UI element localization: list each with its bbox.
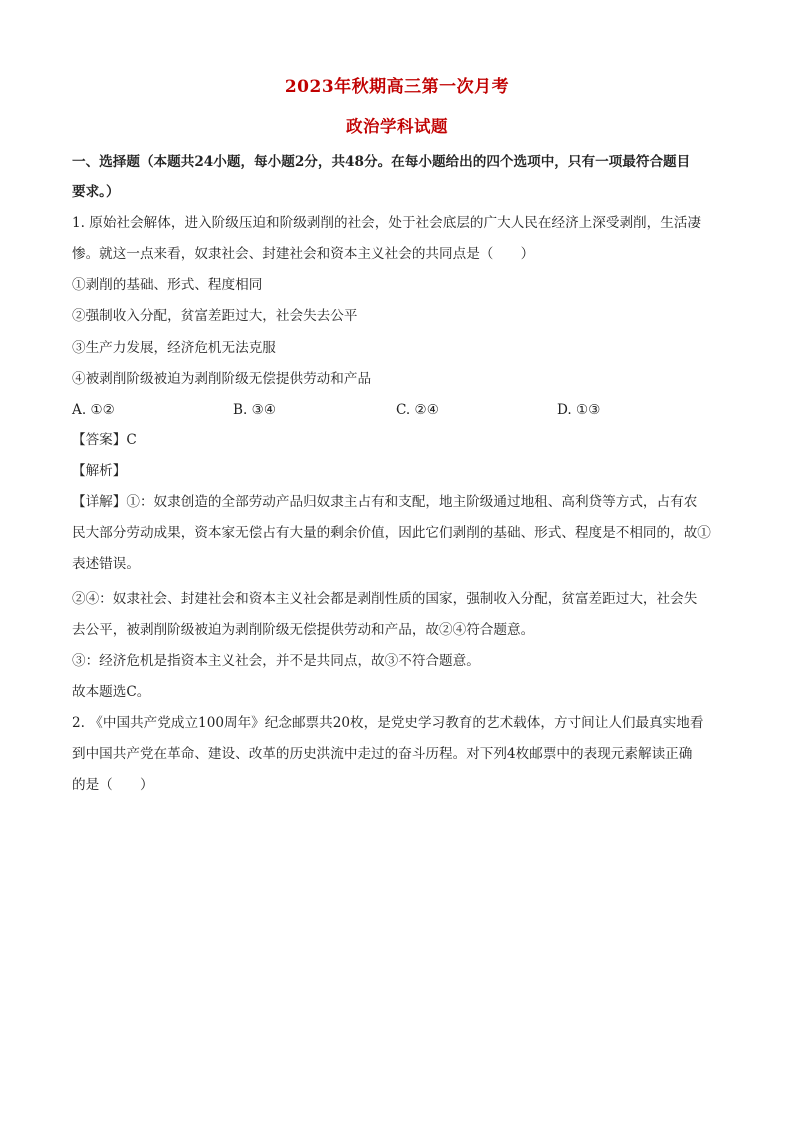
question-1-detail-line-5: 去公平，被剥削阶级被迫为剥削阶级无偿提供劳动和产品，故②④符合题意。 bbox=[72, 622, 535, 638]
question-1-detail-line-3: 表述错误。 bbox=[72, 556, 140, 572]
question-2-stem-line-1: 2. 《中国共产党成立100周年》纪念邮票共20枚，是党史学习教育的艺术载体，方寸间让人们最真实地看 bbox=[72, 715, 704, 731]
question-1-detail-line-1 bbox=[72, 493, 697, 511]
page-title: 2023年秋期高三第一次月考 bbox=[284, 77, 510, 97]
question-1-item-2: ②强制收入分配，贫富差距过大，社会失去公平 bbox=[72, 308, 358, 324]
section-heading-line-1: 一、选择题（本题共24小题，每小题2分，共48分。在每小题给出的四个选项中，只有一项最符合题目 bbox=[72, 154, 691, 170]
question-1-detail-line-6: ③：经济危机是指资本主义社会，并不是共同点，故③不符合题意。 bbox=[72, 653, 480, 669]
question-1-detail-line-4: ②④：奴隶社会、封建社会和资本主义社会都是剥削性质的国家，强制收入分配，贫富差距过大，社会失 bbox=[72, 591, 698, 607]
question-1-analysis-label: 【解析】 bbox=[72, 463, 127, 479]
question-1-detail-line-2: 民大部分劳动成果，资本家无偿占有大量的剩余价值，因此它们剥削的基础、形式、程度是不相同的，故① bbox=[72, 525, 711, 541]
question-2-stem-line-2: 到中国共产党在革命、建设、改革的历史洪流中走过的奋斗历程。对下列4枚邮票中的表现元素解读正确 bbox=[72, 746, 693, 762]
detail-label: 【详解】 bbox=[72, 494, 127, 510]
question-1-option-d: D. ①③ bbox=[557, 402, 601, 418]
question-1-item-3: ③生产力发展，经济危机无法克服 bbox=[72, 340, 276, 356]
question-1-option-c: C. ②④ bbox=[396, 402, 439, 418]
question-1-stem-line-1: 1. 原始社会解体，进入阶级压迫和阶级剥削的社会，处于社会底层的广大人民在经济上深受剥削，生活凄 bbox=[72, 215, 702, 231]
section-heading-line-2: 要求。） bbox=[72, 184, 120, 200]
question-1-stem-line-2: 惨。就这一点来看，奴隶社会、封建社会和资本主义社会的共同点是（ ） bbox=[72, 246, 535, 262]
question-2-stem-line-3: 的是（ ） bbox=[72, 777, 154, 793]
question-1-item-4: ④被剥削阶级被迫为剥削阶级无偿提供劳动和产品 bbox=[72, 371, 372, 387]
question-1-option-b: B. ③④ bbox=[233, 402, 277, 418]
detail-text-1: ①：奴隶创造的全部劳动产品归奴隶主占有和支配，地主阶级通过地租、高利贷等方式，占有农 bbox=[126, 494, 698, 510]
answer-label: 【答案】 bbox=[72, 432, 127, 448]
answer-value: C bbox=[126, 432, 137, 448]
question-1-conclusion: 故本题选C。 bbox=[72, 684, 151, 700]
question-1-answer bbox=[72, 431, 137, 449]
question-1-item-1: ①剥削的基础、形式、程度相同 bbox=[72, 277, 263, 293]
question-1-option-a: A. ①② bbox=[72, 402, 115, 418]
page-subtitle: 政治学科试题 bbox=[346, 117, 448, 136]
